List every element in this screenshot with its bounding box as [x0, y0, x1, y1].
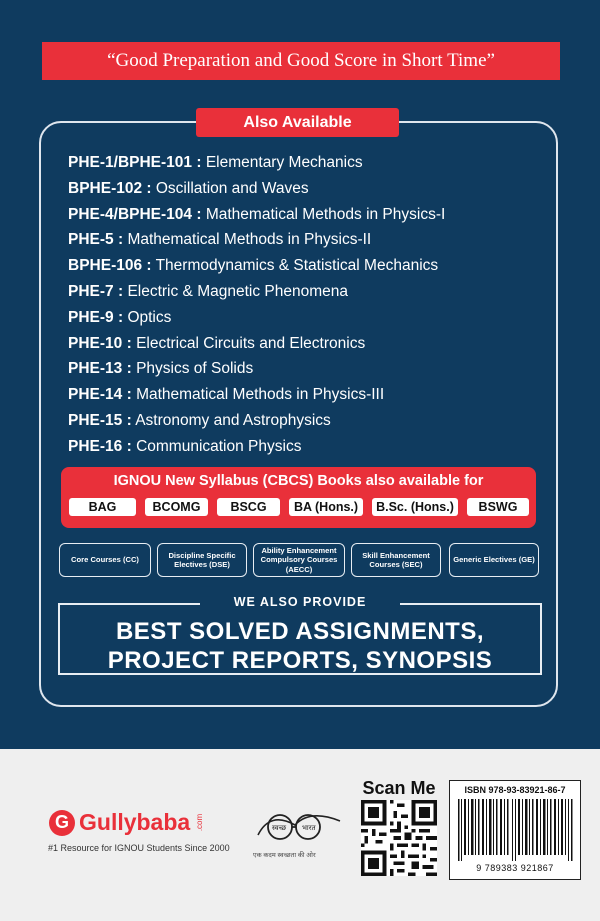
book-item — [68, 202, 548, 228]
cbcs-title: IGNOU New Syllabus (CBCS) Books also available for — [113, 473, 484, 489]
book-item — [68, 382, 548, 408]
book-code: PHE-14 : — [68, 386, 132, 404]
course-badge: BSCG — [217, 498, 280, 516]
category-box: Discipline Specific Electives (DSE) — [157, 543, 247, 577]
book-code: PHE-7 : — [68, 282, 124, 300]
book-item — [68, 331, 548, 357]
swachh-left-text: स्वच्छ — [272, 824, 287, 832]
book-item — [68, 253, 548, 279]
book-code: PHE-13 : — [68, 360, 132, 378]
book-title: Astronomy and Astrophysics — [135, 411, 331, 429]
isbn-barcode-box — [449, 780, 581, 880]
book-title: Optics — [127, 308, 172, 326]
category-box: Generic Electives (GE) — [449, 543, 539, 577]
barcode-number: 9 789383 921867 — [476, 863, 554, 873]
swachh-subtitle: एक कदम स्वच्छता की ओर — [253, 852, 316, 859]
scan-me-label: Scan Me — [362, 778, 436, 798]
swachh-right-text: भारत — [302, 824, 316, 832]
book-title: Physics of Solids — [136, 360, 254, 378]
book-title: Oscillation and Waves — [155, 179, 309, 197]
slogan: #1 Resource for IGNOU Students Since 2000 — [48, 843, 230, 853]
category-box: Skill Enhancement Courses (SEC) — [351, 543, 441, 577]
book-title: Mathematical Methods in Physics-III — [136, 386, 385, 404]
book-title: Mathematical Methods in Physics-II — [127, 231, 372, 249]
course-badge: BAG — [69, 498, 136, 516]
book-code: PHE-10 : — [68, 334, 132, 352]
swachh-bharat-logo-icon — [250, 805, 350, 850]
course-row — [69, 498, 529, 516]
category-row — [59, 543, 541, 577]
book-title: Electric & Magnetic Phenomena — [127, 282, 348, 300]
category-box: Core Courses (CC) — [59, 543, 151, 577]
book-code: PHE-15 : — [68, 411, 132, 429]
course-badge: BSWG — [467, 498, 529, 516]
gullybaba-logo — [49, 809, 209, 836]
book-item — [68, 150, 548, 176]
book-code: PHE-4/BPHE-104 : — [68, 205, 202, 223]
course-badge: BA (Hons.) — [289, 498, 363, 516]
book-code: PHE-9 : — [68, 308, 124, 326]
logo-g-icon: G — [49, 810, 75, 836]
book-item — [68, 434, 548, 460]
provide-label: WE ALSO PROVIDE — [200, 595, 400, 609]
book-title: Electrical Circuits and Electronics — [136, 334, 366, 352]
book-code: PHE-16 : — [68, 437, 132, 455]
book-title: Communication Physics — [136, 437, 302, 455]
cbcs-banner — [61, 467, 536, 528]
barcode-icon — [456, 799, 574, 861]
isbn-label: ISBN 978-93-83921-86-7 — [464, 785, 566, 795]
book-title: Mathematical Methods in Physics-I — [205, 205, 446, 223]
book-item — [68, 227, 548, 253]
book-code: BPHE-102 : — [68, 179, 152, 197]
provide-line-2: PROJECT REPORTS, SYNOPSIS — [107, 647, 493, 674]
book-title: Thermodynamics & Statistical Mechanics — [155, 257, 439, 275]
also-available-badge: Also Available — [196, 108, 399, 137]
course-badge: B.Sc. (Hons.) — [372, 498, 458, 516]
book-title: Elementary Mechanics — [205, 154, 363, 171]
book-code: PHE-1/BPHE-101 : — [68, 154, 202, 171]
tagline-banner: “Good Preparation and Good Score in Short Time” — [42, 42, 560, 80]
book-list — [68, 150, 548, 460]
provide-line-1: BEST SOLVED ASSIGNMENTS, — [115, 618, 485, 645]
course-badge: BCOMG — [145, 498, 208, 516]
logo-text: Gullybaba — [79, 809, 191, 835]
book-code: PHE-5 : — [68, 231, 124, 249]
qr-code-icon — [361, 800, 437, 876]
book-item — [68, 305, 548, 331]
book-item — [68, 356, 548, 382]
logo-com: .com — [195, 813, 205, 832]
book-item — [68, 408, 548, 434]
provide-headline — [58, 617, 542, 675]
book-item — [68, 279, 548, 305]
book-code: BPHE-106 : — [68, 257, 152, 275]
book-item — [68, 176, 548, 202]
category-box: Ability Enhancement Compulsory Courses (AECC) — [253, 543, 345, 577]
